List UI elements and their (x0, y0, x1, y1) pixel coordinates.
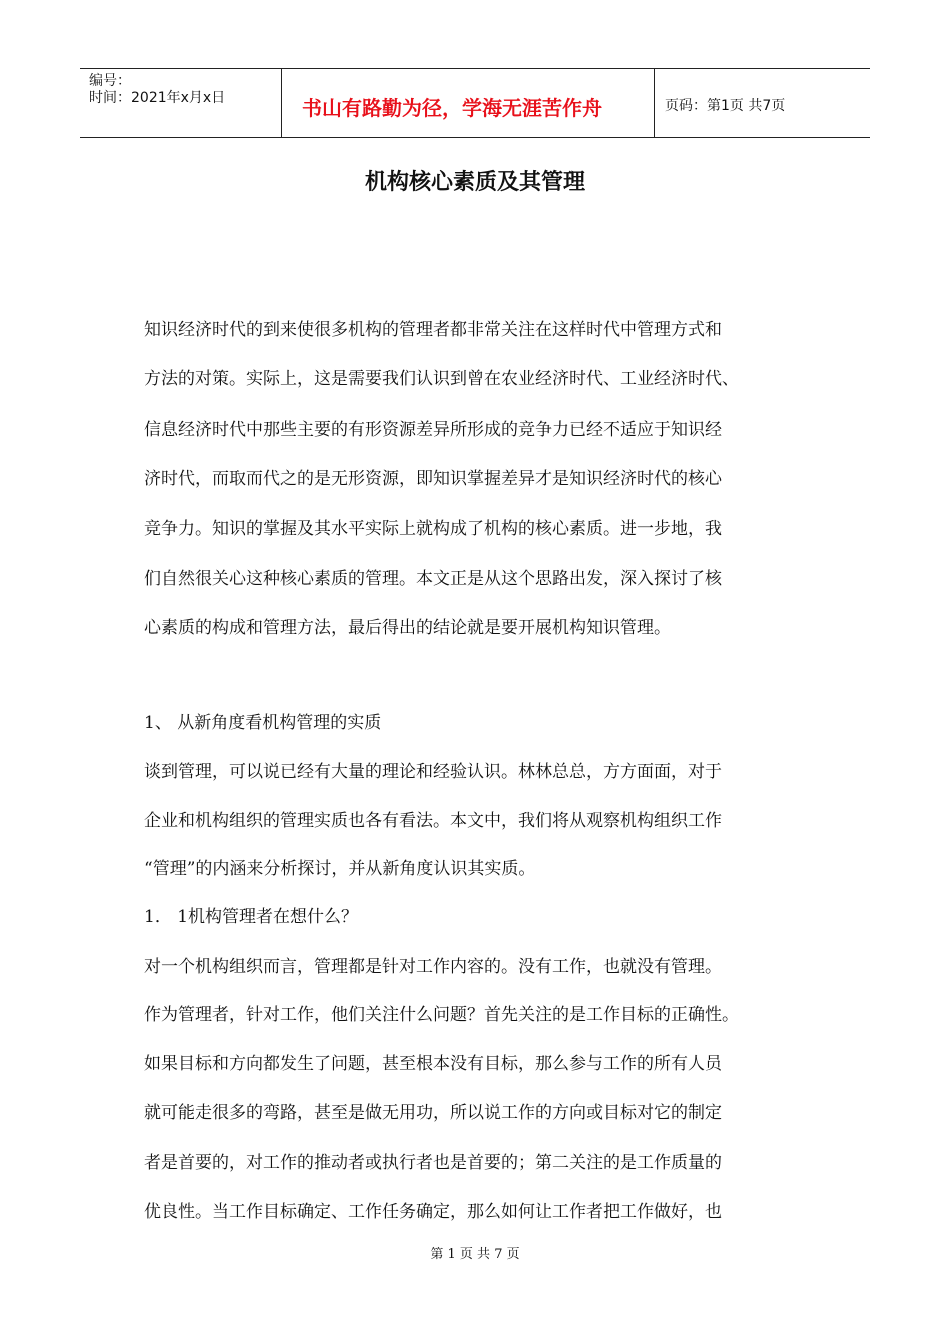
document-number-label: 编号： (89, 73, 131, 89)
body-line: 信息经济时代中那些主要的有形资源差异所形成的竞争力已经不适应于知识经 (144, 420, 722, 440)
body-line: 心素质的构成和管理方法，最后得出的结论就是要开展机构知识管理。 (144, 618, 671, 638)
body-line: 们自然很关心这种核心素质的管理。本文正是从这个思路出发，深入探讨了核 (144, 569, 722, 589)
body-line: 方法的对策。实际上，这是需要我们认识到曾在农业经济时代、工业经济时代、 (144, 369, 739, 389)
body-line: 知识经济时代的到来使很多机构的管理者都非常关注在这样时代中管理方式和 (144, 320, 722, 340)
body-line: 作为管理者，针对工作，他们关注什么问题？首先关注的是工作目标的正确性。 (144, 1005, 739, 1025)
body-line: 优良性。当工作目标确定、工作任务确定，那么如何让工作者把工作做好，也 (144, 1202, 722, 1222)
header-page-code: 页码：第1页 共7页 (665, 98, 786, 114)
body-line: 企业和机构组织的管理实质也各有看法。本文中，我们将从观察机构组织工作 (144, 811, 722, 831)
section-heading: 1、 从新角度看机构管理的实质 (144, 713, 382, 733)
document-title: 机构核心素质及其管理 (364, 170, 585, 195)
body-line: 济时代，而取而代之的是无形资源，即知识掌握差异才是知识经济时代的核心 (144, 469, 722, 489)
body-line: 谈到管理，可以说已经有大量的理论和经验认识。林林总总，方方面面，对于 (144, 762, 722, 782)
body-line: 竞争力。知识的掌握及其水平实际上就构成了机构的核心素质。进一步地，我 (144, 519, 722, 539)
header-motto: 书山有路勤为径，学海无涯苦作舟 (302, 95, 602, 120)
header-table (80, 68, 870, 138)
header-meta-cell (80, 69, 282, 137)
body-line: 就可能走很多的弯路，甚至是做无用功，所以说工作的方向或目标对它的制定 (144, 1103, 722, 1123)
header-motto-cell (282, 69, 655, 137)
header-page-cell (655, 69, 870, 137)
page-footer: 第 1 页 共 7 页 (430, 1247, 520, 1262)
body-line: 如果目标和方向都发生了问题，甚至根本没有目标，那么参与工作的所有人员 (144, 1054, 722, 1074)
body-line: “管理”的内涵来分析探讨，并从新角度认识其实质。 (144, 859, 536, 879)
body-line: 者是首要的，对工作的推动者或执行者也是首要的；第二关注的是工作质量的 (144, 1153, 722, 1173)
subsection-heading: 1． 1机构管理者在想什么？ (144, 907, 359, 927)
body-line: 对一个机构组织而言，管理都是针对工作内容的。没有工作，也就没有管理。 (144, 957, 722, 977)
document-time-label: 时间：2021年x月x日 (89, 90, 226, 106)
